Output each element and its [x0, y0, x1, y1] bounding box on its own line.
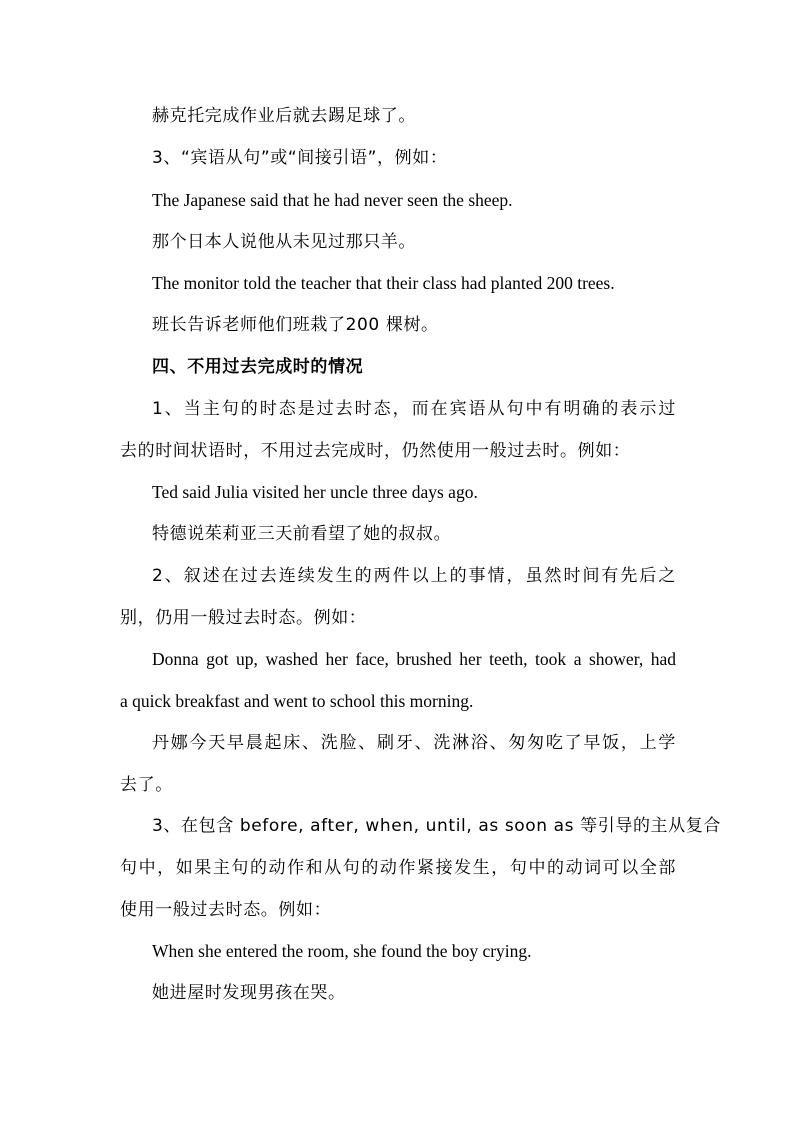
rule-3-object-clause: 3、“宾语从句”或“间接引语”，例如： [152, 148, 448, 168]
rule-2-line-1: 2、叙述在过去连续发生的两件以上的事情，虽然时间有先后之 [152, 566, 676, 586]
rule-3-line-2: 句中，如果主句的动作和从句的动作紧接发生，句中的动词可以全部 [120, 858, 676, 878]
example-sentence-japanese: The Japanese said that he had never seen the sheep. [152, 190, 513, 210]
example-translation-japanese: 那个日本人说他从未见过那只羊。 [152, 232, 416, 252]
example-sentence-donna-line-2: a quick breakfast and went to school this morning. [120, 691, 474, 711]
section-heading-4: 四、不用过去完成时的情况 [152, 357, 364, 377]
example-translation-ted: 特德说茱莉亚三天前看望了她的叔叔。 [152, 524, 452, 544]
example-translation-room: 她进屋时发现男孩在哭。 [152, 983, 346, 1003]
example-sentence-room: When she entered the room, she found the boy crying. [152, 941, 532, 961]
example-translation-donna-line-2: 去了。 [120, 775, 173, 795]
example-translation-donna-line-1: 丹娜今天早晨起床、洗脸、刷牙、洗淋浴、匆匆吃了早饭，上学 [152, 733, 676, 753]
example-sentence-ted: Ted said Julia visited her uncle three days ago. [152, 482, 478, 502]
example-translation-hector: 赫克托完成作业后就去踢足球了。 [152, 106, 416, 126]
example-translation-monitor: 班长告诉老师他们班栽了200 棵树。 [152, 315, 439, 335]
rule-3-line-3: 使用一般过去时态。例如： [120, 900, 332, 920]
rule-1-line-1: 1、当主句的时态是过去时态，而在宾语从句中有明确的表示过 [152, 399, 676, 419]
example-sentence-donna-line-1: Donna got up, washed her face, brushed her teeth, took a shower, had [152, 649, 676, 669]
rule-2-line-2: 别，仍用一般过去时态。例如： [120, 608, 367, 628]
example-sentence-monitor: The monitor told the teacher that their class had planted 200 trees. [152, 273, 615, 293]
rule-3-line-1: 3、在包含 before, after, when, until, as soon as 等引导的主从复合 [152, 816, 721, 836]
rule-1-line-2: 去的时间状语时，不用过去完成时，仍然使用一般过去时。例如： [120, 441, 631, 461]
